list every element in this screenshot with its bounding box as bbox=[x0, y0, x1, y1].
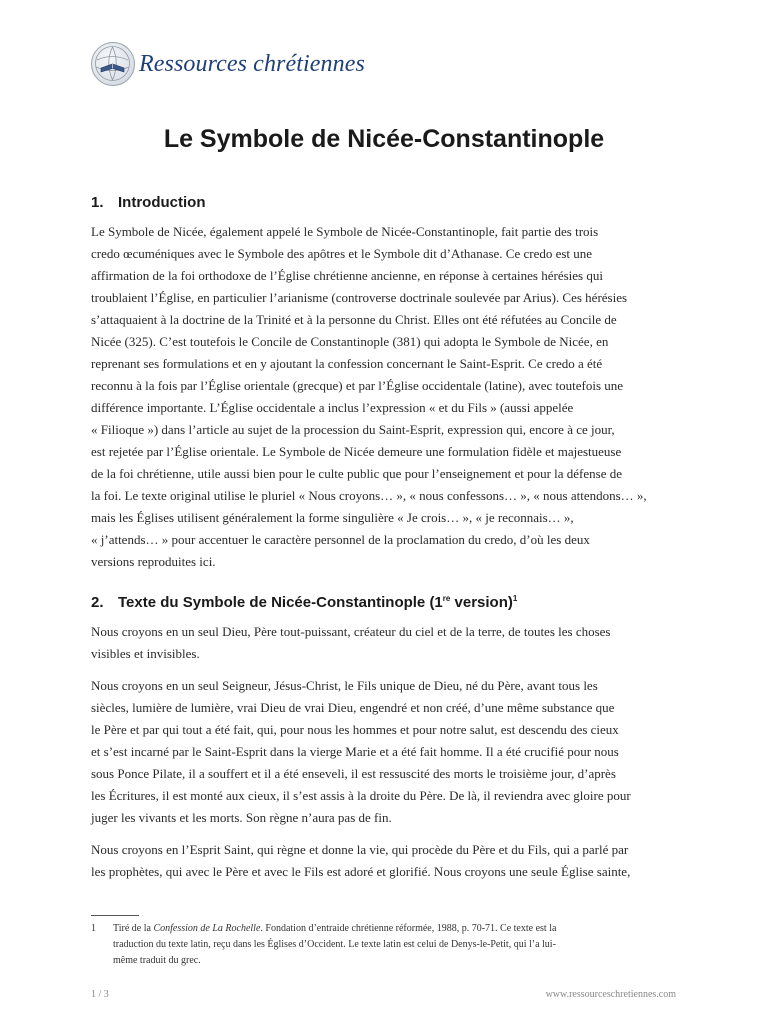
cited-work-title: Confession de La Rochelle bbox=[153, 923, 261, 934]
section-heading-introduction bbox=[91, 190, 678, 216]
document-body bbox=[91, 190, 678, 883]
text-line: juger les vivants et les morts. Son règne n’aura pas de fin. bbox=[91, 810, 392, 825]
website-link[interactable]: www.ressourceschretiennes.com bbox=[545, 989, 676, 1000]
footnote-divider bbox=[91, 915, 139, 916]
brand-logo[interactable] bbox=[91, 41, 365, 87]
text-line: Nous croyons en un seul Seigneur, Jésus-Christ, le Fils unique de Dieu, né du Père, avant tous les bbox=[91, 678, 598, 693]
text-line: versions reproduites ici. bbox=[91, 554, 216, 569]
text-line: de la foi chrétienne, utile aussi bien pour le culte public que pour l’enseignement et pour la défense de bbox=[91, 466, 623, 481]
text-line: reconnu à la fois par l’Église orientale (grecque) et par l’Église occidentale (latine), avec toutefois une bbox=[91, 378, 624, 393]
text-line: Nous croyons en un seul Dieu, Père tout-puissant, créateur du ciel et de la terre, de toutes les choses bbox=[91, 624, 611, 639]
paragraph-creed-spirit bbox=[91, 839, 678, 883]
text-line: traduction du texte latin, reçu dans les Églises d’Occident. Le texte latin est celui de Denys-le-Petit, qui l’a lui- bbox=[113, 939, 556, 950]
text-line: « Filioque ») dans l’article au sujet de la procession du Saint-Esprit, expression qui, encore à ce jour, bbox=[91, 422, 615, 437]
text-line: Le Symbole de Nicée, également appelé le Symbole de Nicée-Constantinople, fait partie des trois bbox=[91, 224, 599, 239]
footnote-text bbox=[113, 921, 651, 969]
text-line: siècles, lumière de lumière, vrai Dieu de vrai Dieu, engendré et non créé, d’une même substance que bbox=[91, 700, 615, 715]
text-line: les prophètes, qui avec le Père et avec le Fils est adoré et glorifié. Nous croyons une seule Église sainte, bbox=[91, 864, 631, 879]
text-line: Nous croyons en l’Esprit Saint, qui règne et donne la vie, qui procède du Père et du Fils, qui a parlé par bbox=[91, 842, 629, 857]
footnote-reference[interactable]: 1 bbox=[512, 594, 518, 603]
text-line: la foi. Le texte original utilise le pluriel « Nous croyons… », « nous confessons… », « nous attendons… », bbox=[91, 488, 647, 503]
brand-name: Ressources chrétiennes bbox=[139, 51, 365, 77]
paragraph-introduction bbox=[91, 221, 678, 573]
section-number: 2. bbox=[91, 594, 104, 611]
text-line: troublaient l’Église, en particulier l’arianisme (controverse doctrinale soulevée par Arius). Ces hérésies bbox=[91, 290, 628, 305]
ordinal-superscript: re bbox=[442, 594, 451, 603]
text-line: est rejetée par l’Église orientale. Le Symbole de Nicée demeure une formulation fidèle et majestueuse bbox=[91, 444, 622, 459]
section-title-suffix: version) bbox=[450, 594, 513, 611]
text-line bbox=[113, 921, 651, 937]
footnote-text-start: Tiré de la bbox=[113, 923, 154, 934]
text-line: même traduit du grec. bbox=[113, 955, 201, 966]
text-line: affirmation de la foi orthodoxe de l’Église chrétienne ancienne, en réponse à certaines hérésies qui bbox=[91, 268, 603, 283]
section-title: Texte du Symbole de Nicée-Constantinople (1 bbox=[118, 594, 443, 611]
globe-book-icon bbox=[91, 42, 135, 86]
page-number: 1 / 3 bbox=[91, 989, 109, 1000]
section-title: Introduction bbox=[118, 194, 206, 211]
paragraph-creed-father bbox=[91, 621, 678, 665]
text-line: le Père et par qui tout a été fait, qui, pour nous les hommes et pour notre salut, est descendu des cieux bbox=[91, 722, 619, 737]
section-number: 1. bbox=[91, 194, 104, 211]
footnote-text-rest: . Fondation d’entraide chrétienne réformée, 1988, p. 70-71. Ce texte est la bbox=[260, 923, 557, 934]
document-title: Le Symbole de Nicée-Constantinople bbox=[163, 125, 605, 153]
text-line: « j’attends… » pour accentuer le caractère personnel de la proclamation du credo, d’où les deux bbox=[91, 532, 590, 547]
text-line: différence importante. L’Église occidentale a inclus l’expression « et du Fils » (aussi appelée bbox=[91, 400, 574, 415]
footnote-number: 1 bbox=[91, 923, 96, 934]
footnote bbox=[91, 921, 651, 969]
paragraph-creed-son bbox=[91, 675, 678, 829]
text-line: reprenant ses formulations et en y ajoutant la confession concernant le Saint-Esprit. Ce credo a été bbox=[91, 356, 603, 371]
text-line: credo œcuméniques avec le Symbole des apôtres et le Symbole dit d’Athanase. Ce credo est une bbox=[91, 246, 593, 261]
text-line: et s’est incarné par le Saint-Esprit dans la vierge Marie et a été fait homme. Il a été crucifié pour nous bbox=[91, 744, 619, 759]
text-line: s’attaquaient à la doctrine de la Trinité et à la personne du Christ. Elles ont été réfutées au Concile de bbox=[91, 312, 617, 327]
section-heading-symbole-text bbox=[91, 590, 678, 616]
text-line: les Écritures, il est monté aux cieux, il s’est assis à la droite du Père. De là, il reviendra avec gloire pour bbox=[91, 788, 631, 803]
text-line: sous Ponce Pilate, il a souffert et il a été enseveli, il est ressuscité des morts le troisième jour, d’après bbox=[91, 766, 616, 781]
text-line: Nicée (325). C’est toutefois le Concile de Constantinople (381) qui adopta le Symbole de Nicée, en bbox=[91, 334, 609, 349]
text-line: visibles et invisibles. bbox=[91, 646, 200, 661]
text-line: mais les Églises utilisent généralement la forme singulière « Je crois… », « je reconnais… », bbox=[91, 510, 574, 525]
